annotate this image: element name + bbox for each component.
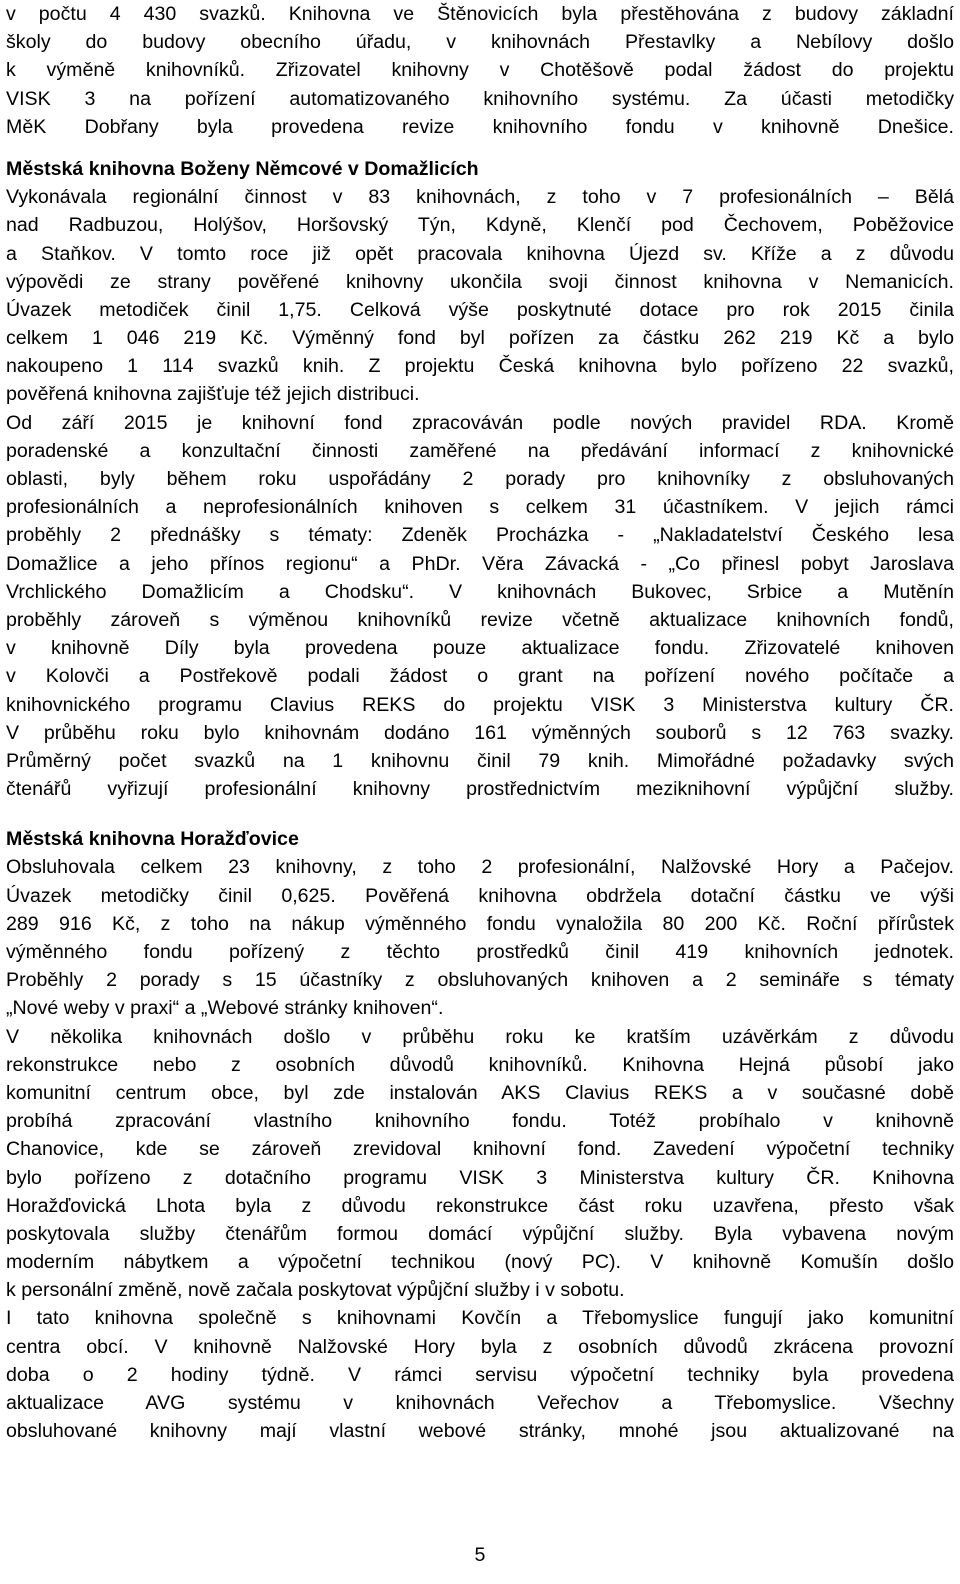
text-line: „Nové weby v praxi“ a „Webové stránky knihoven“. [6,997,444,1020]
text-line: Úvazek metodiček činil 1,75. Celková výše poskytnuté dotace pro rok 2015 činila [6,298,954,321]
text-line: Úvazek metodičky činil 0,625. Pověřená knihovna obdržela dotační částku ve výši [6,884,954,907]
text-line: výměnného fondu pořízený z těchto prostředků činil 419 knihovních jednotek. [6,941,954,963]
text-line: Průměrný počet svazků na 1 knihovnu činil 79 knih. Mimořádné požadavky svých [6,749,954,772]
text-line: probíhá zpracování vlastního knihovního fondu. Totéž probíhalo v knihovně [6,1110,954,1133]
text-line: MěK Dobřany byla provedena revize knihovního fondu v knihovně Dnešice. [6,115,954,138]
text-line: nakoupeno 1 114 svazků knih. Z projektu Česká knihovna bylo pořízeno 22 svazků, [6,355,954,378]
text-line: doba o 2 hodiny týdně. V rámci servisu výpočetní techniky byla provedena [6,1363,954,1386]
text-line: výpovědi ze strany pověřené knihovny ukončila svoji činnost knihovna v Nemanicích. [6,270,954,293]
horazdovice-paragraph [6,853,954,1445]
text-line: v počtu 4 430 svazků. Knihovna ve Štěnovicích byla přestěhována z budovy základní [6,3,954,25]
text-line: v knihovně Díly byla provedena pouze aktualizace fondu. Zřizovatelé knihoven [6,637,954,660]
text-line: a Staňkov. V tomto roce již opět pracovala knihovna Újezd sv. Kříže a z důvodu [6,242,954,265]
text-line: v Kolovči a Postřekově podali žádost o grant na pořízení nového počítače a [6,665,954,688]
text-line: celkem 1 046 219 Kč. Výměnný fond byl pořízen za částku 262 219 Kč a bylo [6,327,954,350]
text-line: Vrchlického Domažlicím a Chodsku“. V knihovnách Bukovec, Srbice a Mutěnín [6,580,954,603]
section-heading-domazlice: Městská knihovna Boženy Němcové v Domažlicích [6,157,479,180]
text-line: Proběhly 2 porady s 15 účastníky z obsluhovaných knihoven a 2 semináře s tématy [6,969,954,992]
text-line: moderním nábytkem a výpočetní technikou (nový PC). V knihovně Komušín došlo [6,1251,954,1274]
domazlice-paragraph [6,183,954,803]
text-line: k výměně knihovníků. Zřizovatel knihovny v Chotěšově podal žádost do projektu [6,59,954,82]
text-line: knihovnického programu Clavius REKS do projektu VISK 3 Ministerstva kultury ČR. [6,693,954,716]
document-page [6,0,954,1445]
text-line: profesionálních a neprofesionálních knihoven s celkem 31 účastníkem. V jejich rámci [6,496,954,519]
text-line: V průběhu roku bylo knihovnám dodáno 161 výměnných souborů s 12 763 svazky. [6,721,954,744]
page-number: 5 [474,1544,486,1566]
intro-paragraph [6,0,954,141]
text-line: proběhly zároveň s výměnou knihovníků revize včetně aktualizace knihovních fondů, [6,608,954,631]
section-heading-horazdovice: Městská knihovna Horažďovice [6,828,299,851]
text-line: Vykonávala regionální činnost v 83 knihovnách, z toho v 7 profesionálních – Bělá [6,186,954,209]
text-line: Domažlice a jeho přínos regionu“ a PhDr. Věra Závacká - „Co přinesl pobyt Jaroslava [6,552,954,575]
text-line: V několika knihovnách došlo v průběhu roku ke kratším uzávěrkám z důvodu [6,1025,954,1048]
text-line: čtenářů vyřizují profesionální knihovny prostřednictvím meziknihovní výpůjční služby. [6,778,954,801]
text-line: centra obcí. V knihovně Nalžovské Hory byla z osobních důvodů zkrácena provozní [6,1335,954,1358]
text-line: rekonstrukce nebo z osobních důvodů knihovníků. Knihovna Hejná působí jako [6,1053,954,1076]
text-line: k personální změně, nově začala poskytovat výpůjční služby i v sobotu. [6,1279,625,1302]
text-line: bylo pořízeno z dotačního programu VISK 3 Ministerstva kultury ČR. Knihovna [6,1166,954,1189]
text-line: školy do budovy obecního úřadu, v knihovnách Přestavlky a Nebílovy došlo [6,31,954,54]
text-line: Horažďovická Lhota byla z důvodu rekonstrukce část roku uzavřena, přesto však [6,1194,954,1217]
text-line: I tato knihovna společně s knihovnami Kovčín a Třebomyslice fungují jako komunitní [6,1307,954,1330]
text-line: komunitní centrum obce, byl zde instalován AKS Clavius REKS a v současné době [6,1081,954,1104]
text-line: VISK 3 na pořízení automatizovaného knihovního systému. Za účasti metodičky [6,87,954,110]
text-line: poradenské a konzultační činnosti zaměřené na předávání informací z knihovnické [6,439,954,462]
text-line: Od září 2015 je knihovní fond zpracováván podle nových pravidel RDA. Kromě [6,411,954,434]
text-line: obsluhované knihovny mají vlastní webové stránky, mnohé jsou aktualizované na [6,1420,954,1443]
text-line: proběhly 2 přednášky s tématy: Zdeněk Procházka - „Nakladatelství Českého lesa [6,524,954,547]
text-line: Chanovice, kde se zároveň zrevidoval knihovní fond. Zavedení výpočetní techniky [6,1138,954,1161]
text-line: Obsluhovala celkem 23 knihovny, z toho 2 profesionální, Nalžovské Hory a Pačejov. [6,856,954,879]
text-line: 289 916 Kč, z toho na nákup výměnného fondu vynaložila 80 200 Kč. Roční přírůstek [6,912,954,935]
text-line: nad Radbuzou, Holýšov, Horšovský Týn, Kdyně, Klenčí pod Čechovem, Poběžovice [6,214,954,237]
text-line: aktualizace AVG systému v knihovnách Veřechov a Třebomyslice. Všechny [6,1392,954,1414]
text-line: oblasti, byly během roku uspořádány 2 porady pro knihovníky z obsluhovaných [6,468,954,490]
text-line: pověřená knihovna zajišťuje též jejich distribuci. [6,383,420,406]
text-line: poskytovala služby čtenářům formou domácí výpůjční služby. Byla vybavena novým [6,1222,954,1245]
